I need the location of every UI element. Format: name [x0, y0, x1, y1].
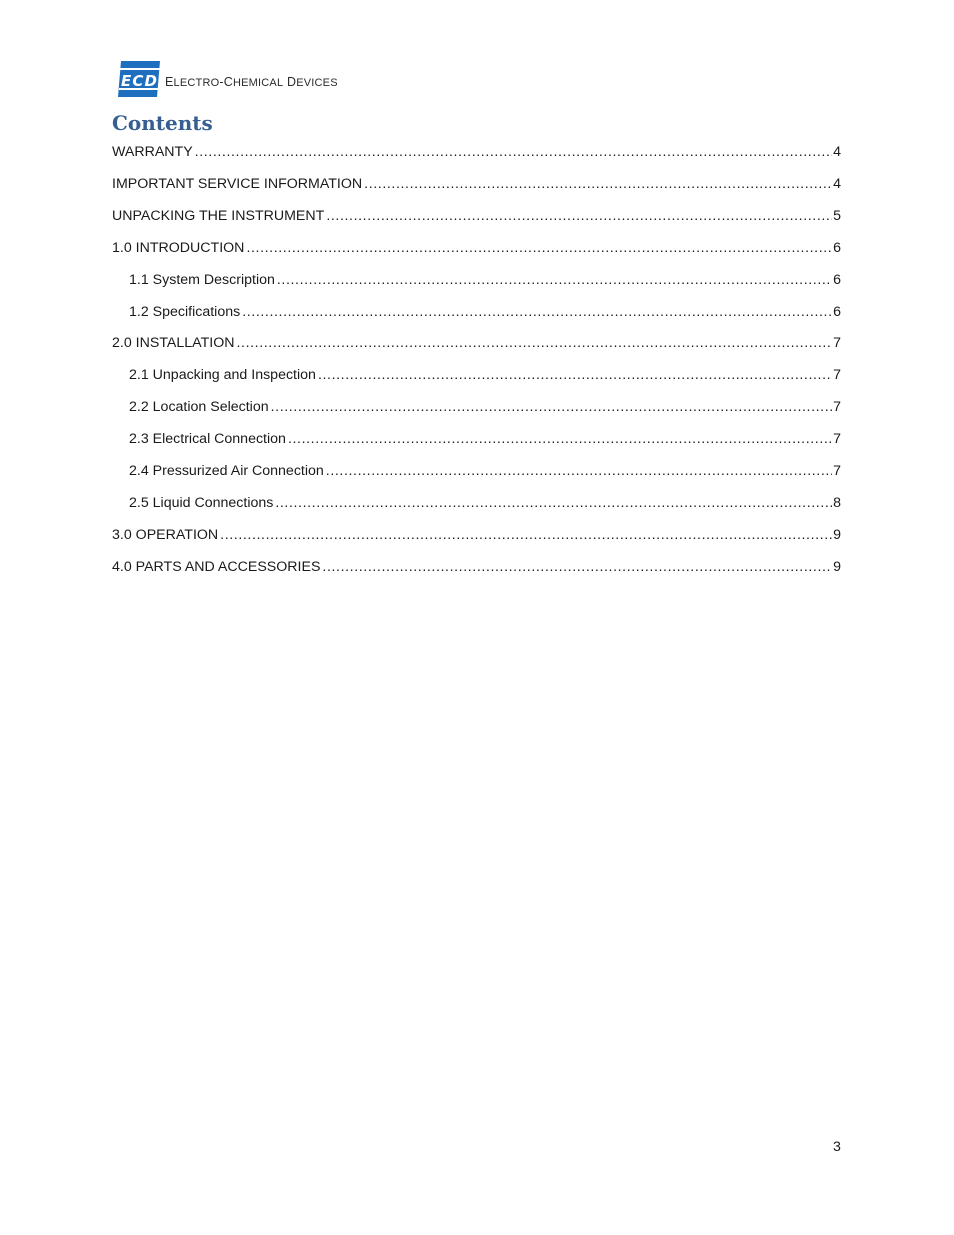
svg-text:ECD: ECD [121, 72, 157, 90]
toc-dot-leader [322, 557, 832, 577]
toc-entry[interactable] [112, 525, 841, 545]
toc-entry[interactable] [129, 270, 841, 290]
toc-dot-leader [195, 142, 832, 162]
toc-entry-label: 2.1 Unpacking and Inspection [129, 367, 316, 383]
toc-dot-leader [220, 525, 832, 545]
toc-entry-page: 7 [833, 463, 841, 479]
toc-entry[interactable] [112, 174, 841, 194]
toc-entry-page: 7 [833, 399, 841, 415]
toc-entry[interactable] [112, 142, 841, 162]
toc-entry-page: 4 [833, 144, 841, 160]
toc-entry[interactable] [129, 429, 841, 449]
toc-entry-page: 6 [833, 304, 841, 320]
toc-entry[interactable] [129, 493, 841, 513]
toc-entry-page: 7 [833, 367, 841, 383]
toc-entry-label: 2.0 INSTALLATION [112, 335, 235, 351]
toc-entry-page: 5 [833, 208, 841, 224]
header-logo [117, 59, 338, 99]
toc-entry-page: 4 [833, 176, 841, 192]
toc-entry[interactable] [112, 333, 841, 353]
toc-entry-page: 9 [833, 527, 841, 543]
company-name: ELECTRO-CHEMICAL DEVICES [165, 75, 338, 89]
toc-entry-label: 3.0 OPERATION [112, 527, 219, 543]
toc-dot-leader [326, 461, 832, 481]
toc-entry-page: 8 [833, 495, 841, 511]
toc-entry[interactable] [112, 238, 841, 258]
page-number: 3 [833, 1139, 841, 1155]
toc-entry-page: 6 [833, 272, 841, 288]
toc-entry[interactable] [112, 206, 841, 226]
toc-entry[interactable] [129, 461, 841, 481]
toc-dot-leader [236, 333, 832, 353]
toc-entry-label: 2.2 Location Selection [129, 399, 269, 415]
toc-dot-leader [318, 365, 832, 385]
toc-entry-label: 1.1 System Description [129, 272, 275, 288]
toc-entry-page: 7 [833, 431, 841, 447]
page-title: Contents [112, 111, 213, 135]
toc-entry[interactable] [129, 302, 841, 322]
toc-dot-leader [364, 174, 832, 194]
toc-dot-leader [275, 493, 832, 513]
toc-entry-label: 1.0 INTRODUCTION [112, 240, 245, 256]
toc-dot-leader [326, 206, 832, 226]
toc-entry-page: 9 [833, 559, 841, 575]
ecd-logo-icon [117, 59, 161, 99]
toc-entry[interactable] [129, 397, 841, 417]
toc-entry-label: UNPACKING THE INSTRUMENT [112, 208, 325, 224]
toc-entry-label: IMPORTANT SERVICE INFORMATION [112, 176, 363, 192]
toc-entry-page: 7 [833, 335, 841, 351]
toc-dot-leader [271, 397, 832, 417]
toc-entry-page: 6 [833, 240, 841, 256]
toc-dot-leader [288, 429, 832, 449]
toc-entry-label: 4.0 PARTS AND ACCESSORIES [112, 559, 321, 575]
toc-entry-label: 2.5 Liquid Connections [129, 495, 274, 511]
toc-entry[interactable] [129, 365, 841, 385]
toc-entry-label: 2.3 Electrical Connection [129, 431, 286, 447]
toc-entry-label: WARRANTY [112, 144, 193, 160]
toc-dot-leader [246, 238, 832, 258]
toc-dot-leader [242, 302, 832, 322]
toc-dot-leader [277, 270, 832, 290]
toc-entry-label: 2.4 Pressurized Air Connection [129, 463, 324, 479]
toc-entry-label: 1.2 Specifications [129, 304, 241, 320]
toc-entry[interactable] [112, 557, 841, 577]
